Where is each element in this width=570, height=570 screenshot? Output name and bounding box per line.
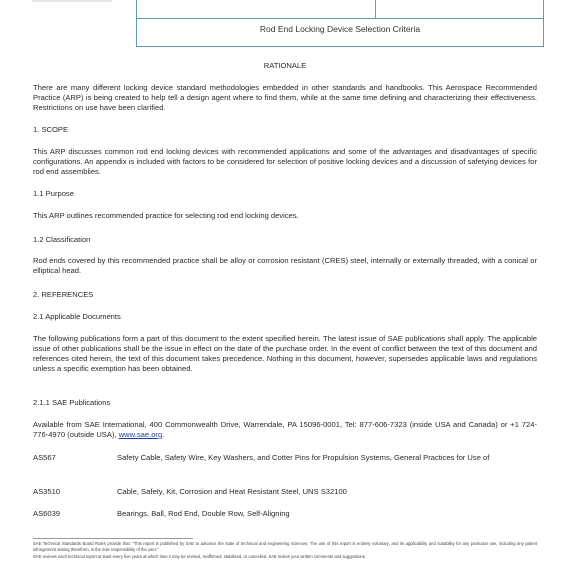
header-column-divider — [375, 0, 376, 18]
scope-heading: 1. SCOPE — [33, 125, 69, 134]
footer-disclaimer: SAE Technical Standards Board Rules provide that: "This report is published by SAE to advance the state of technical and engineering sciences. The use of this report is entirely voluntary, and its applicability and suitability for any particular use, including any patent infringement arising therefrom, is the sole responsibility of the user." — [33, 541, 537, 552]
reference-code: AS3510 — [33, 487, 61, 496]
reference-description: Safety Cable, Safety Wire, Key Washers, and Cotter Pins for Propulsion Systems, General Practices for Use of — [117, 453, 490, 462]
footer-review-note: SAE reviews each technical report at least every five years at which time it may be revised, reaffirmed, stabilized, or cancelled. SAE invites your written comments and suggestions. — [33, 554, 366, 559]
reference-code: AS6039 — [33, 509, 61, 518]
sae-publications-heading: 2.1.1 SAE Publications — [33, 398, 111, 407]
document-title: Rod End Locking Device Selection Criteria — [259, 24, 421, 34]
sae-website-link[interactable]: www.sae.org — [118, 430, 163, 439]
references-heading: 2. REFERENCES — [33, 290, 94, 299]
top-rule — [32, 0, 112, 2]
applicable-documents-heading: 2.1 Applicable Documents — [33, 312, 121, 321]
sae-publications-text — [33, 420, 537, 440]
scope-text: This ARP discusses common rod end locking devices with recommended applications and some of the advantages and disadvantages of specific configurations. An appendix is included with factors to be considered for selection of positive locking devices and a discussion of safetying devices for rod end assemblies. — [33, 147, 537, 176]
footer-rule — [33, 538, 193, 539]
header-box — [136, 0, 544, 47]
rationale-heading: RATIONALE — [263, 61, 307, 70]
reference-description: Cable, Safety, Kit, Corrosion and Heat Resistant Steel, UNS S32100 — [117, 487, 347, 496]
purpose-text: This ARP outlines recommended practice for selecting rod end locking devices. — [33, 211, 299, 220]
purpose-heading: 1.1 Purpose — [33, 189, 74, 198]
classification-text: Rod ends covered by this recommended practice shall be alloy or corrosion resistant (CRES) steel, internally or externally threaded, with a conical or elliptical head. — [33, 256, 537, 275]
applicable-documents-text: The following publications form a part of this document to the extent specified herein. The latest issue of SAE publications shall apply. The applicable issue of other publications shall be the issue in effect on the date of the purchase order. In the event of conflict between the text of this document and references cited herein, the text of this document takes precedence. Nothing in this document, however, supersedes applicable laws and regulations unless a specific exemption has been obtained. — [33, 334, 537, 373]
rationale-text: There are many different locking device standard methodologies embedded in other standards and handbooks. This Aerospace Recommended Practice (ARP) is being created to help tell a design agent where to find them, while at the same time defining and characterizing their effectiveness. Restrictions on use have been clarified. — [33, 83, 537, 112]
reference-description: Bearings, Ball, Rod End, Double Row, Self-Aligning — [117, 509, 290, 518]
classification-heading: 1.2 Classification — [33, 235, 91, 244]
sae-trailing-period: . — [162, 430, 165, 439]
header-divider — [137, 18, 543, 19]
sae-address-text: Available from SAE International, 400 Commonwealth Drive, Warrendale, PA 15096-0001, Tel: 877-606-7323 (inside USA and Canada) or +1 724-776-4970 (outside USA), — [33, 420, 537, 439]
reference-code: AS567 — [33, 453, 56, 462]
